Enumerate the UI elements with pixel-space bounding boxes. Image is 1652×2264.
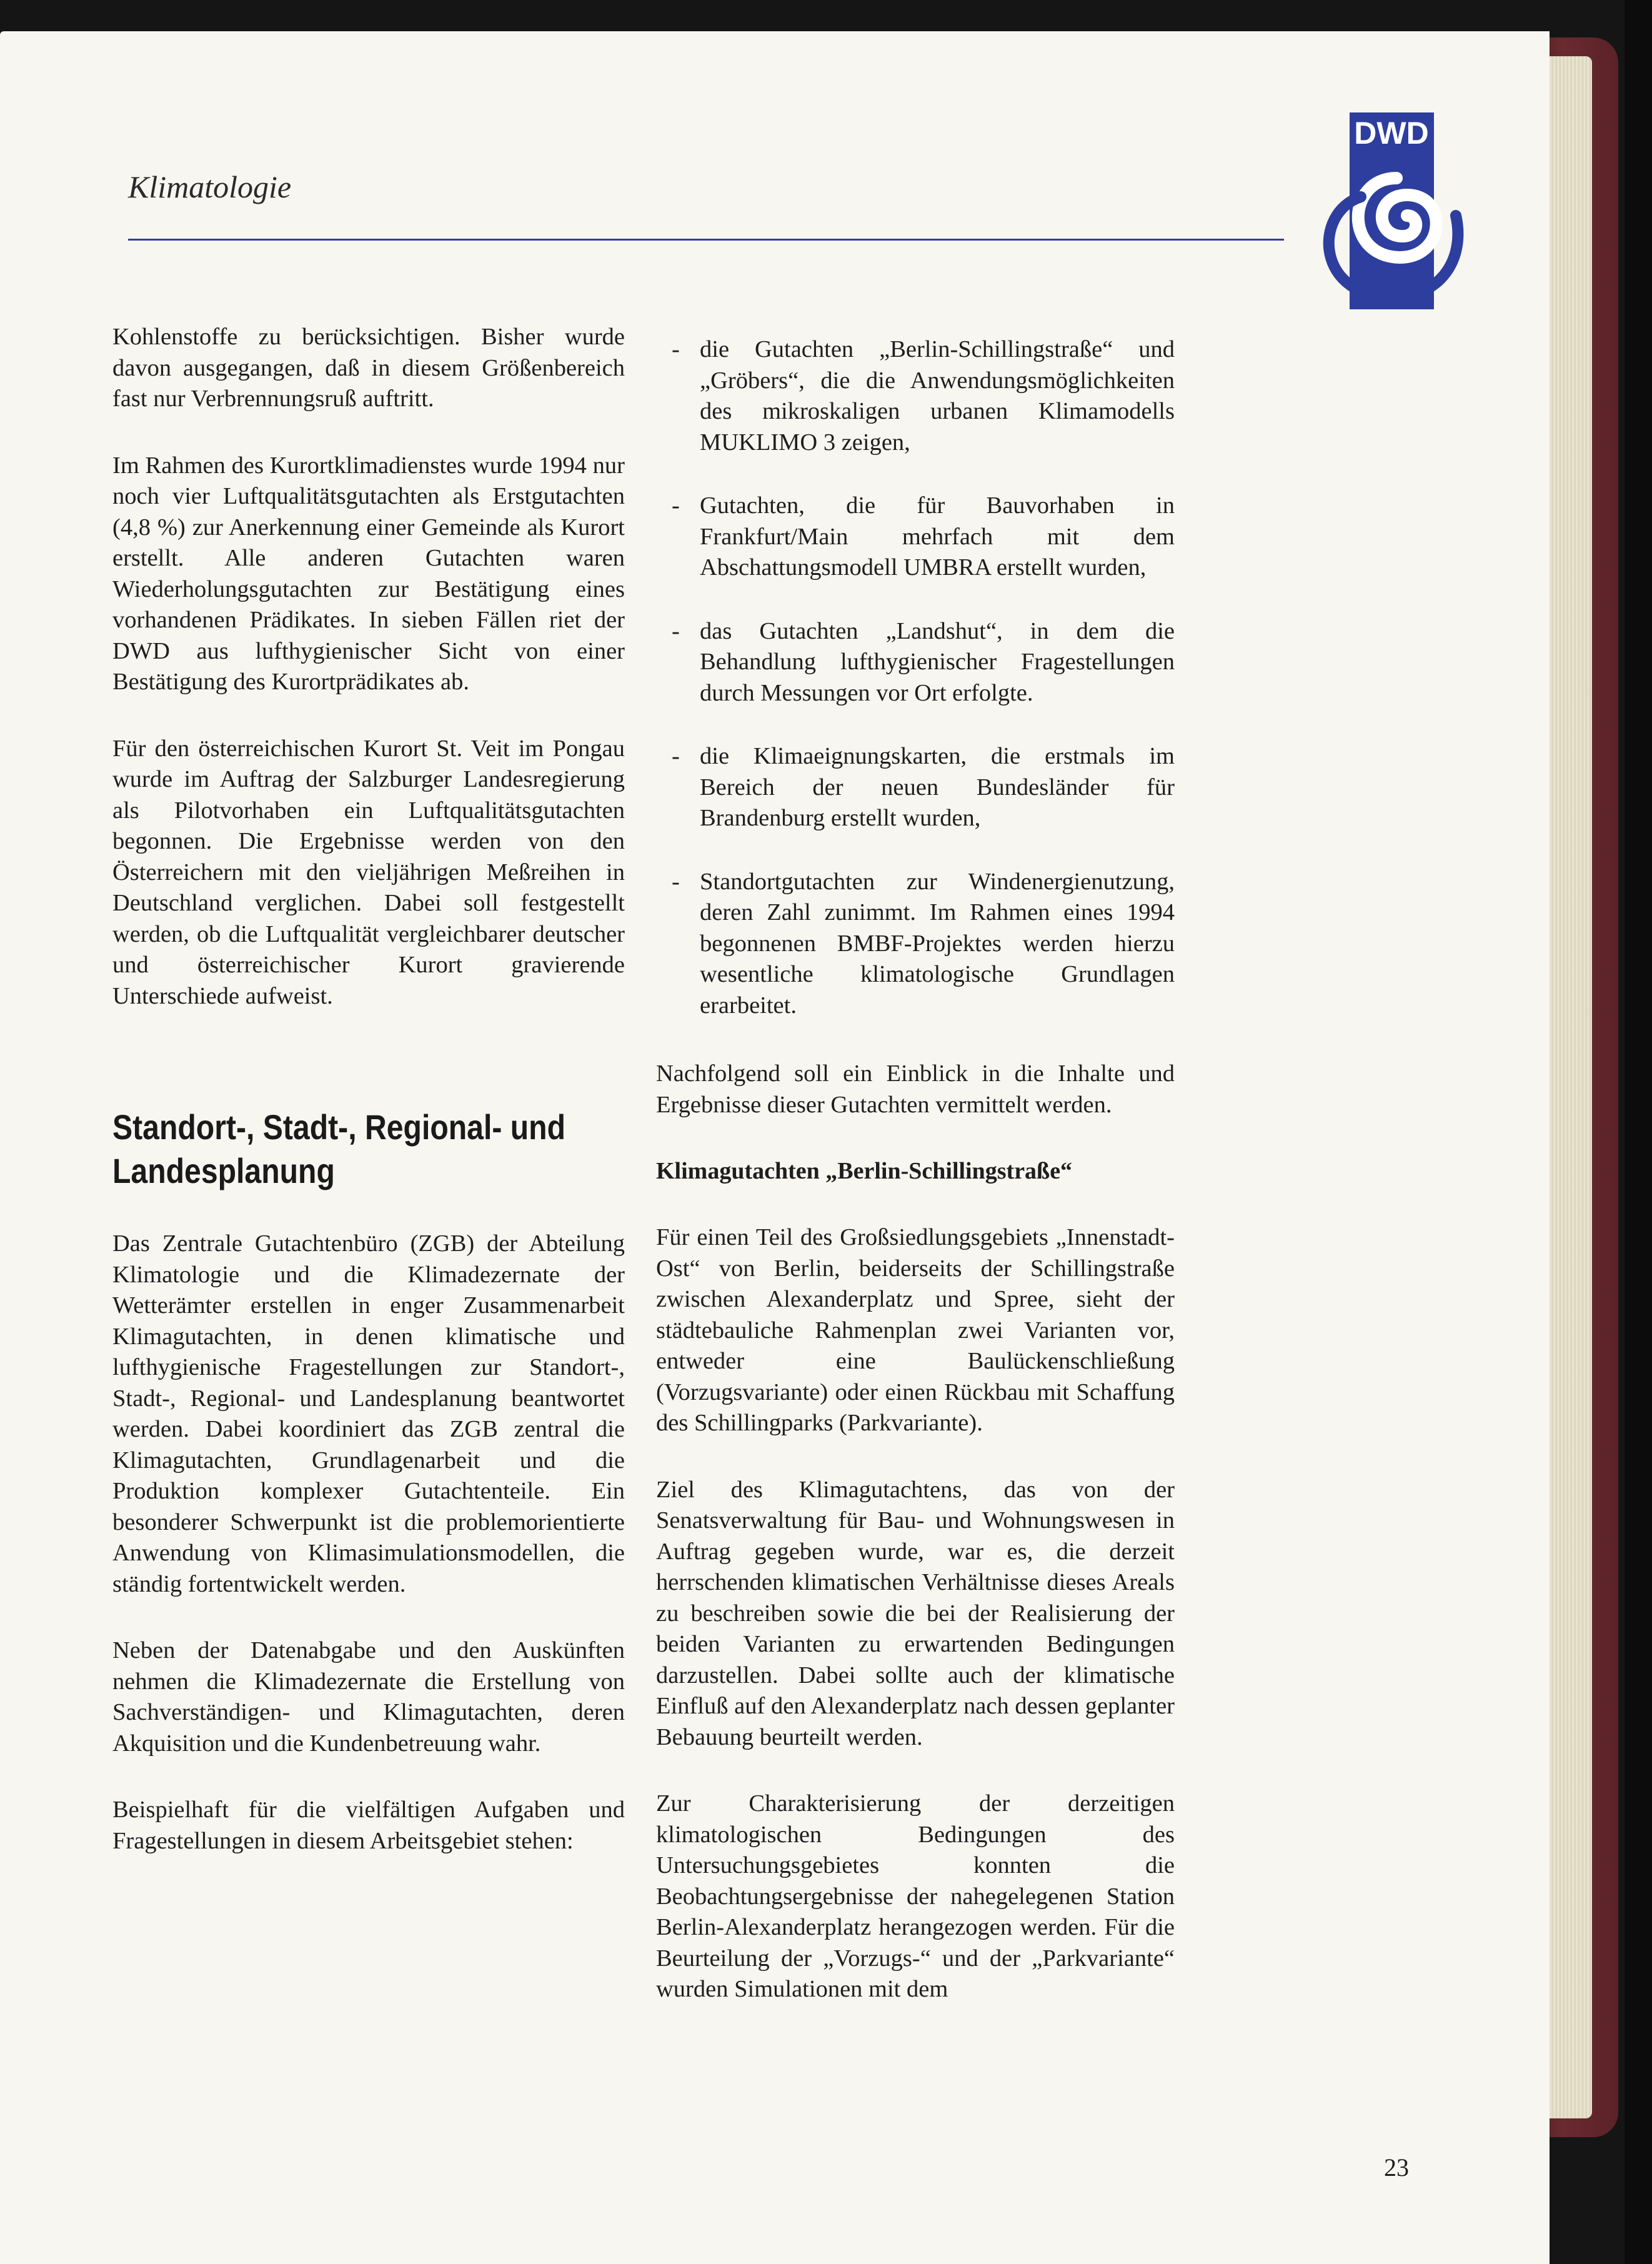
bullet-dash: -: [672, 868, 680, 895]
body-paragraph: Beispielhaft für die vielfältigen Aufgaben und Fragestellungen in diesem Arbeitsgebiet stehen:: [112, 1797, 625, 1854]
running-header-title: Klimatologie: [128, 169, 292, 204]
list-item-text: Standortgutachten zur Windenergienutzung, deren Zahl zunimmt. Im Rahmen eines 1994 begonnenen BMBF-Projektes werden hierzu wesentliche klimatologische Grundlagen erarbeitet.: [700, 868, 1175, 1019]
bullet-dash: -: [672, 336, 680, 362]
list-item-text: die Klimaeignungskarten, die erstmals im Bereich der neuen Bundesländer für Brandenburg erstellt wurden,: [700, 743, 1175, 831]
list-item: [656, 334, 1175, 458]
svg-text:DWD: DWD: [1354, 116, 1429, 151]
body-paragraph: Für einen Teil des Großsiedlungsgebiets „Innenstadt-Ost“ von Berlin, beiderseits der Schillingstraße zwischen Alexanderplatz und Spree, sieht der städtebauliche Rahmenplan zwei Varianten vor, entweder eine Baulückenschließung (Vorzugsvariante) oder einen Rückbau mit Schaffung des Schillingparks (Parkvariante).: [656, 1224, 1175, 1436]
bullet-dash: -: [672, 743, 680, 769]
body-paragraph: Ziel des Klimagutachtens, das von der Senatsverwaltung für Bau- und Wohnungswesen in Auftrag gegeben wurde, war es, die derzeit herrschenden klimatischen Verhältnisse dieses Areals zu beschreiben sowie die bei der Realisierung der beiden Varianten zu erwartenden Bedingungen darzustellen. Dabei sollte auch der klimatische Einfluß auf den Alexanderplatz nach dessen geplanter Bebauung beurteilt werden.: [656, 1476, 1175, 1750]
body-paragraph: Kohlenstoffe zu berücksichtigen. Bisher wurde davon ausgegangen, daß in diesem Größenbereich fast nur Verbrennungsruß auftritt.: [112, 324, 625, 412]
body-paragraph: Neben der Datenabgabe und den Auskünften nehmen die Klimadezernate die Erstellung von Sachverständigen- und Klimagutachten, deren Akquisition und die Kundenbetreuung wahr.: [112, 1637, 625, 1757]
list-item: [656, 616, 1175, 709]
list-item-text: Gutachten, die für Bauvorhaben in Frankfurt/Main mehrfach mit dem Abschattungsmodell UMBRA erstellt wurden,: [700, 492, 1175, 581]
bullet-dash: -: [672, 492, 680, 519]
body-paragraph: Zur Charakterisierung der derzeitigen klimatologischen Bedingungen des Untersuchungsgebietes konnten die Beobachtungsergebnisse der nahegelegenen Station Berlin-Alexanderplatz herangezogen werden. Für die Beurteilung der „Vorzugs-“ und der „Parkvariante“ wurden Simulationen mit dem: [656, 1790, 1175, 2002]
list-item-text: das Gutachten „Landshut“, in dem die Behandlung lufthygienischer Fragestellungen durch Messungen vor Ort erfolgte.: [700, 617, 1175, 706]
body-paragraph: Das Zentrale Gutachtenbüro (ZGB) der Abteilung Klimatologie und die Klimadezernate der Wetterämter erstellen in enger Zusammenarbeit Klimagutachten, in denen klimatische und lufthygienische Fragestellungen zur Standort-, Stadt-, Regional- und Landesplanung beantwortet werden. Dabei koordiniert das ZGB zentral die Klimagutachten, Grundlagenarbeit und die Produktion komplexer Gutachtenteile. Ein besonderer Schwerpunkt ist die problemorientierte Anwendung von Klimasimulationsmodellen, die ständig fortentwickelt werden.: [112, 1230, 625, 1597]
body-paragraph: Nachfolgend soll ein Einblick in die Inhalte und Ergebnisse dieser Gutachten vermittelt werden.: [656, 1060, 1175, 1118]
body-paragraph: Im Rahmen des Kurortklimadienstes wurde 1994 nur noch vier Luftqualitätsgutachten als Erstgutachten (4,8 %) zur Anerkennung einer Gemeinde als Kurort erstellt. Alle anderen Gutachten waren Wiederholungsgutachten zur Bestätigung eines vorhandenen Prädikates. In sieben Fällen riet der DWD aus lufthygienischer Sicht von einer Bestätigung des Kurortprädikates ab.: [112, 452, 625, 695]
section-heading: Standort-, Stadt-, Regional- und Landesplanung: [112, 1107, 566, 1190]
list-item-text: die Gutachten „Berlin-Schillingstraße“ und „Gröbers“, die die Anwendungsmöglichkeiten des mikroskaligen urbanen Klimamodells MUKLIMO 3 zeigen,: [700, 336, 1175, 456]
subsection-heading: Klimagutachten „Berlin-Schillingstraße“: [656, 1158, 1073, 1184]
right-column: [656, 334, 1175, 2005]
list-item: [656, 741, 1175, 834]
scan-background: [1625, 0, 1652, 2264]
dwd-logo: [1287, 112, 1468, 312]
list-item: [656, 867, 1175, 1022]
bullet-dash: -: [672, 617, 680, 644]
body-paragraph: Für den österreichischen Kurort St. Veit im Pongau wurde im Auftrag der Salzburger Landesregierung als Pilotvorhaben ein Luftqualitätsgutachten begonnen. Die Ergebnisse werden von den Österreichern mit den vieljährigen Meßreihen in Deutschland verglichen. Dabei soll festgestellt werden, ob die Luftqualität vergleichbarer deutscher und österreichischer Kurort gravierende Unterschiede aufweist.: [112, 735, 625, 1009]
page-number: 23: [1384, 2153, 1409, 2182]
examples-list: [656, 334, 1175, 1021]
list-item: [656, 491, 1175, 584]
left-column: [112, 322, 625, 1857]
header-rule: [128, 239, 1284, 241]
page-stack-edge: [1543, 56, 1592, 2118]
